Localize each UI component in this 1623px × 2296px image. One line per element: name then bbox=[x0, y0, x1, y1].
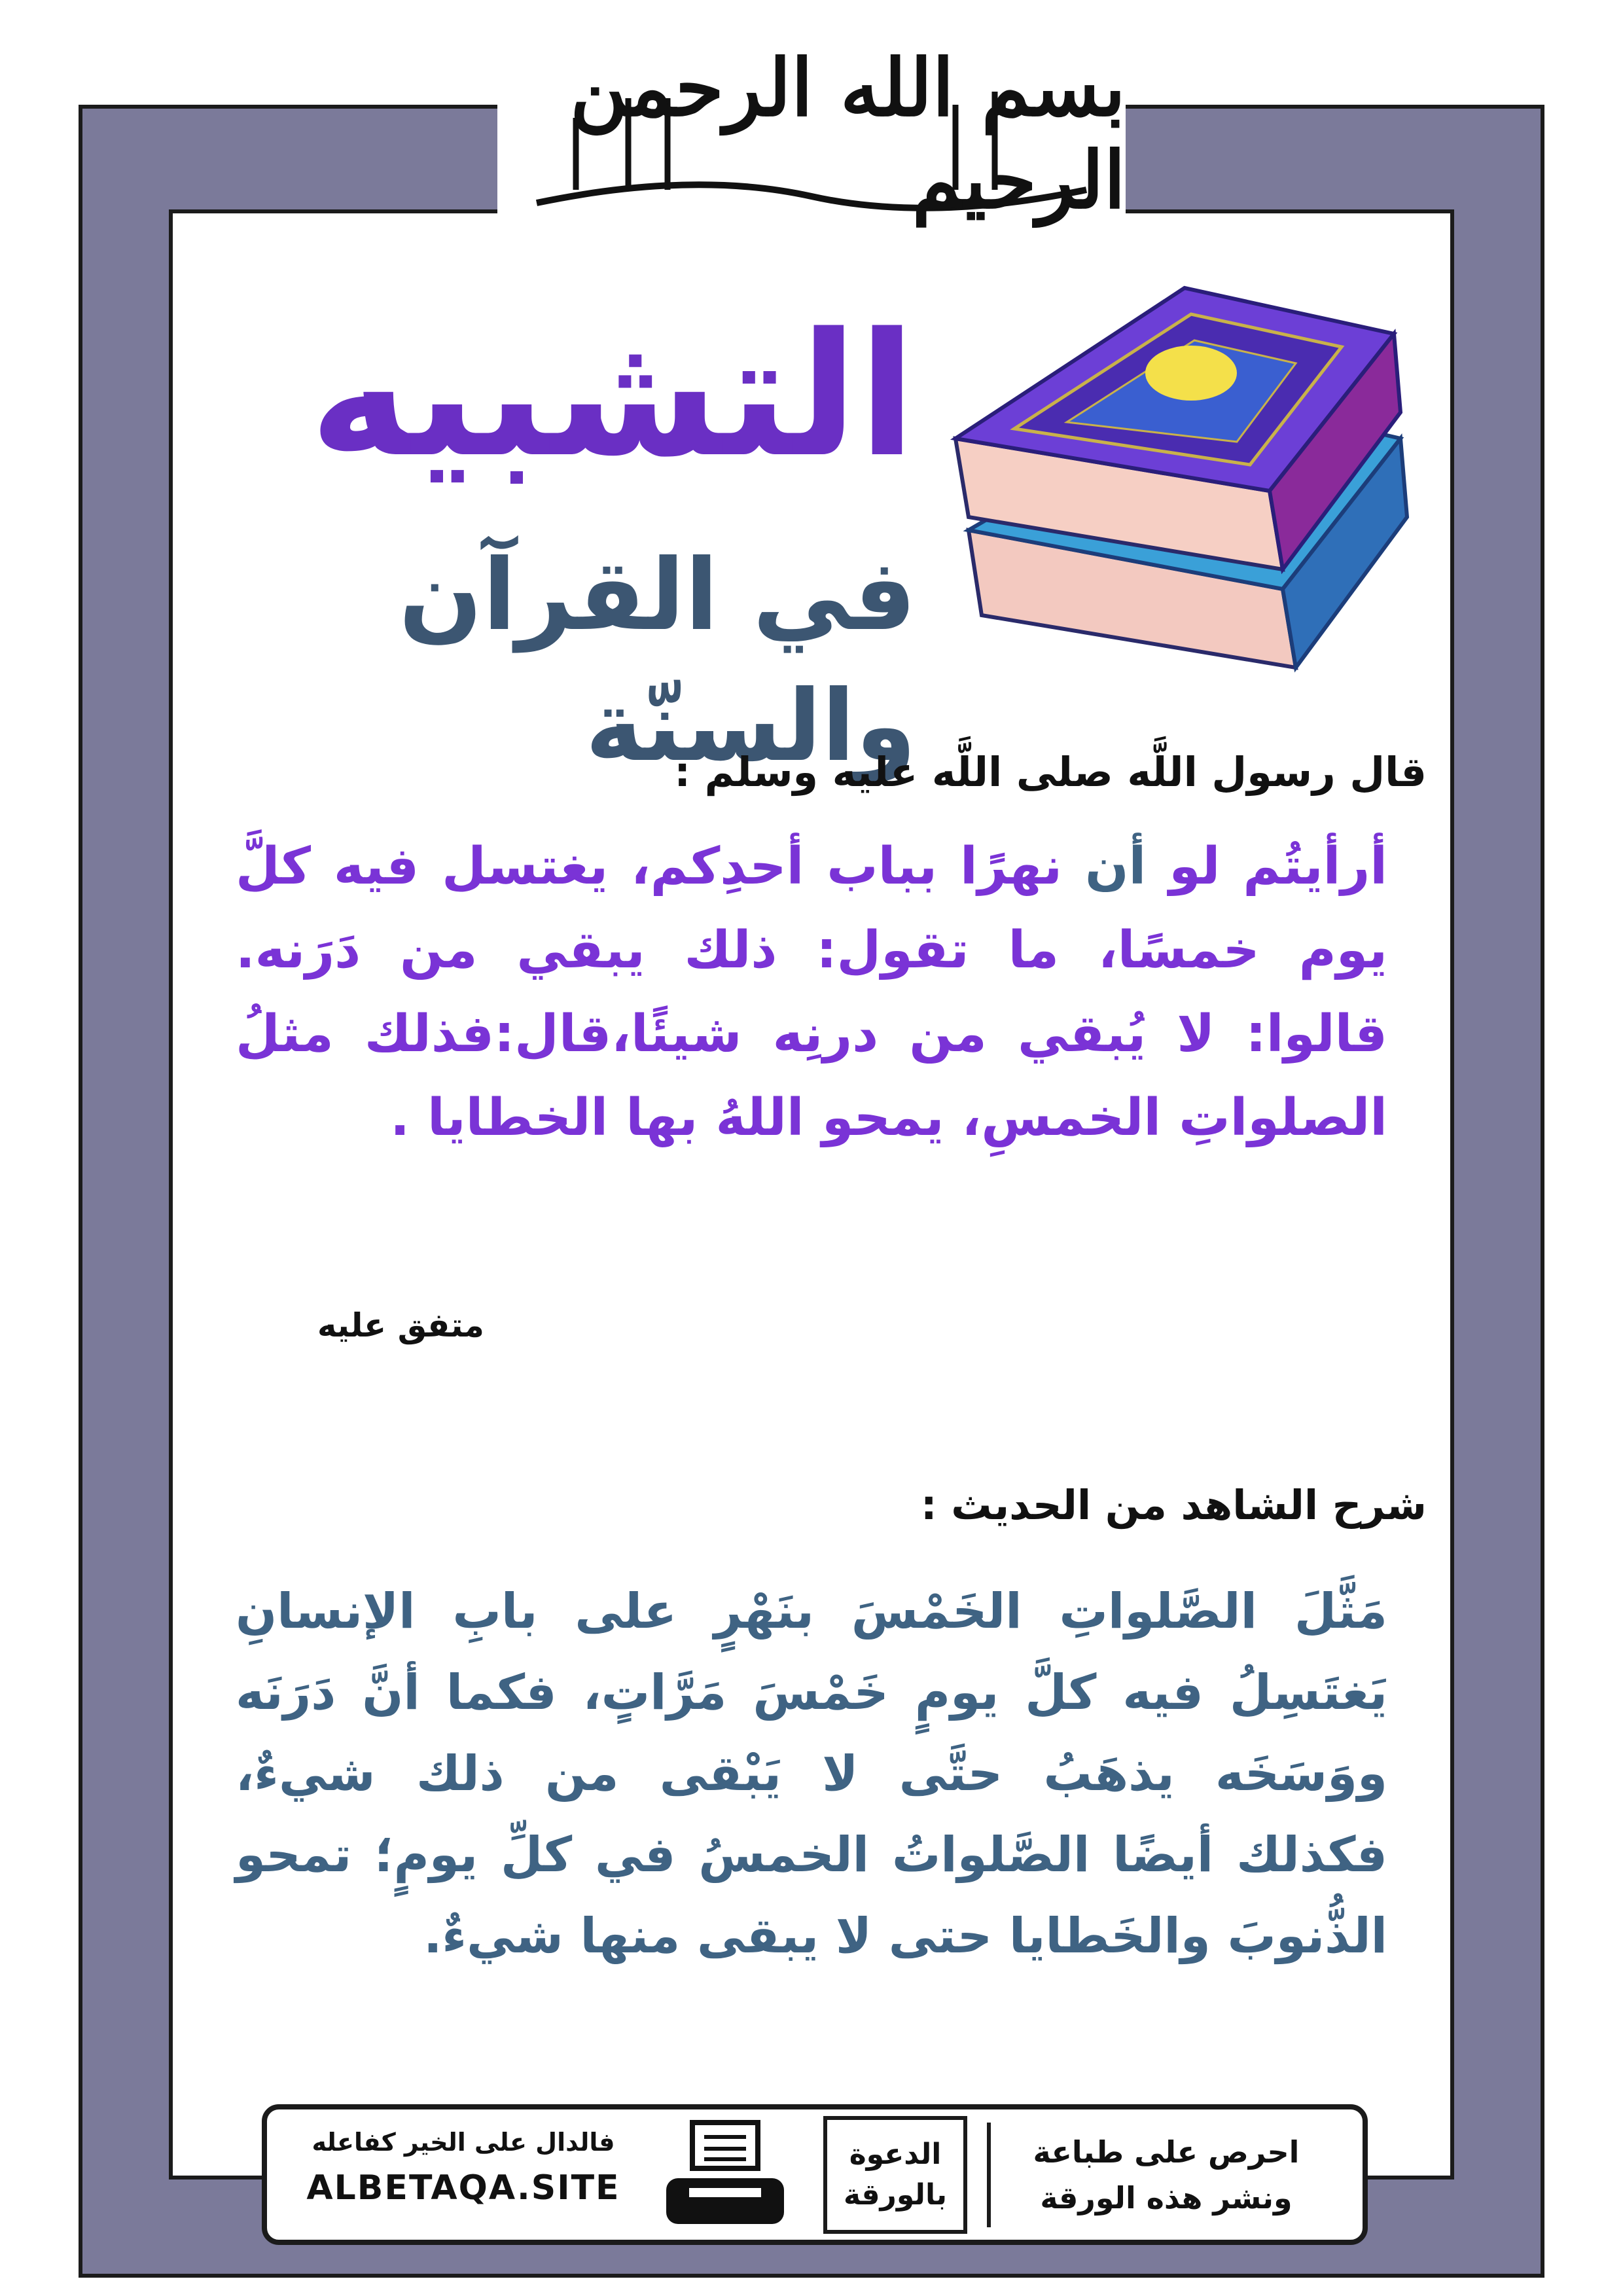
explanation-text: مَثَّلَ الصَّلواتِ الخَمْسَ بنَهْرٍ على بابِ الإنسانِ يَغتَسِلُ فيه كلَّ يومٍ خَمْسَ مَرَّاتٍ، فكما أنَّ دَرَنَه ووَسَخَه يذهَبُ حتَّى لا يَبْقى من ذلك شيءٌ، فكذلك أيضًا الصَّلواتُ الخمسُ في كلِّ يومٍ؛ تمحو الذُّنوبَ والخَطايا حتى لا يبقى منها شيءٌ. bbox=[236, 1583, 1387, 1964]
footer-site-url[interactable]: ALBETAQA.SITE bbox=[306, 2168, 620, 2208]
logo-line-1: الدعوة bbox=[849, 2138, 942, 2171]
hadith-text bbox=[236, 825, 1387, 1257]
hadith-part-1: أرأيتُم لو bbox=[1169, 837, 1388, 896]
hadith-part-3: نهرًا بباب أحدِكم، يغتسل فيه كلَّ يوم خمسًا، ما تقول: ذلك يبقي من دَرَنه. قالوا: لا يُبقي من درنِه شيئًا،قال:فذلك مثلُ الصلواتِ الخمسِ، يمحو اللهُ بها الخطايا . bbox=[236, 837, 1387, 1147]
basmala-calligraphy bbox=[497, 39, 1126, 229]
footer-divider bbox=[987, 2123, 991, 2227]
footer-print-note bbox=[996, 2129, 1336, 2227]
stacked-books-icon bbox=[942, 275, 1414, 694]
page-subtitle: في القرآن والسنّة bbox=[399, 539, 916, 783]
hadith-intro: قال رسول اللَّه صلى اللَّه عليه وسلم : bbox=[674, 748, 1427, 796]
hadith-source: متفق عليه bbox=[317, 1306, 484, 1344]
logo-line-2: بالورقة bbox=[844, 2178, 947, 2212]
page-title: التشبيه bbox=[309, 297, 916, 495]
hadith-part-2: أن bbox=[1084, 837, 1147, 896]
printer-icon bbox=[660, 2116, 791, 2234]
basmala-text: بسم الله الرحمن الرحيم bbox=[570, 42, 1126, 226]
explanation-heading: شرح الشاهد من الحديث : bbox=[920, 1481, 1427, 1529]
print-note-line-1: احرص على طباعة bbox=[1033, 2134, 1300, 2170]
footer-motto: فالدال على الخير كفاعله bbox=[312, 2128, 615, 2157]
footer-bar bbox=[262, 2104, 1368, 2245]
print-note-line-2: ونشر هذه الورقة bbox=[1040, 2180, 1293, 2215]
dawah-logo bbox=[823, 2116, 967, 2234]
footer-site-block bbox=[280, 2123, 647, 2227]
